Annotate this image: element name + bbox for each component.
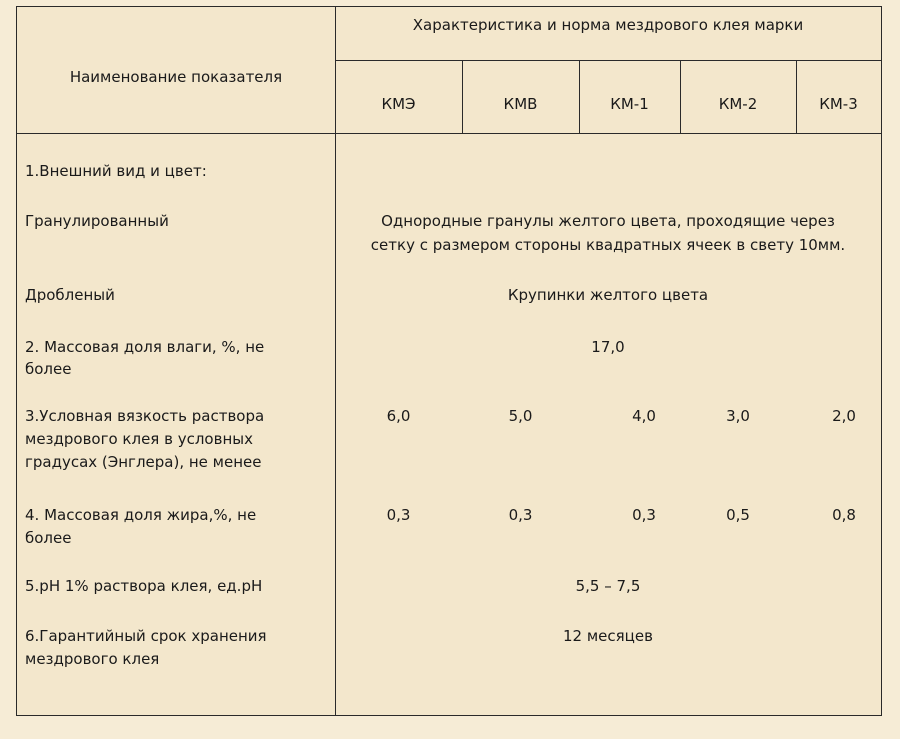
row-viscosity-value-km1: 4,0 bbox=[632, 407, 656, 425]
row-moisture-value: 17,0 bbox=[591, 338, 625, 356]
row-viscosity-value-kme: 6,0 bbox=[386, 407, 411, 425]
row-appearance-label: 1.Внешний вид и цвет: bbox=[25, 162, 207, 180]
row-moisture-label-line1: 2. Массовая доля влаги, %, не bbox=[25, 338, 265, 356]
header-brand-km1: КМ-1 bbox=[610, 95, 649, 113]
row-viscosity-value-km3: 2,0 bbox=[832, 407, 856, 425]
row-fat-value-kmv: 0,3 bbox=[508, 506, 533, 524]
row-ph-value: 5,5 – 7,5 bbox=[575, 577, 641, 595]
row-crushed-label: Дробленый bbox=[25, 286, 115, 304]
row-fat-label-line2: более bbox=[25, 529, 72, 547]
row-granulated-value-line2: сетку с размером стороны квадратных ячеек в свету 10мм. bbox=[370, 236, 846, 254]
header-group-divider bbox=[335, 60, 881, 61]
header-brand-kmv: КМВ bbox=[503, 95, 538, 113]
header-brand-km3: КМ-3 bbox=[819, 95, 858, 113]
row-shelf-life-label-line2: мездрового клея bbox=[25, 650, 160, 668]
row-moisture-label-line2: более bbox=[25, 360, 72, 378]
row-viscosity-label-line3: градусах (Энглера), не менее bbox=[25, 453, 262, 471]
header-bottom-line bbox=[17, 133, 881, 134]
row-shelf-life-label-line1: 6.Гарантийный срок хранения bbox=[25, 627, 267, 645]
header-brand-kme: КМЭ bbox=[381, 95, 416, 113]
row-viscosity-label-line1: 3.Условная вязкость раствора bbox=[25, 407, 265, 425]
row-viscosity-value-kmv: 5,0 bbox=[508, 407, 533, 425]
row-ph-label: 5.pH 1% раствора клея, ед.pH bbox=[25, 577, 263, 595]
row-granulated-value-line1: Однородные гранулы желтого цвета, проходящие через bbox=[381, 212, 835, 230]
row-fat-value-km3: 0,8 bbox=[832, 506, 856, 524]
header-brand-km2: КМ-2 bbox=[718, 95, 758, 113]
row-crushed-value: Крупинки желтого цвета bbox=[507, 286, 709, 304]
row-viscosity-value-km2: 3,0 bbox=[726, 407, 750, 425]
header-name-column: Наименование показателя bbox=[69, 68, 283, 86]
specification-table bbox=[16, 6, 882, 716]
row-fat-value-kme: 0,3 bbox=[386, 506, 411, 524]
row-fat-label-line1: 4. Массовая доля жира,%, не bbox=[25, 506, 257, 524]
row-granulated-label: Гранулированный bbox=[25, 212, 169, 230]
row-viscosity-label-line2: мездрового клея в условных bbox=[25, 430, 253, 448]
header-group-title: Характеристика и норма мездрового клея марки bbox=[412, 16, 804, 34]
row-shelf-life-value: 12 месяцев bbox=[563, 627, 653, 645]
row-fat-value-km1: 0,3 bbox=[632, 506, 656, 524]
row-fat-value-km2: 0,5 bbox=[726, 506, 750, 524]
